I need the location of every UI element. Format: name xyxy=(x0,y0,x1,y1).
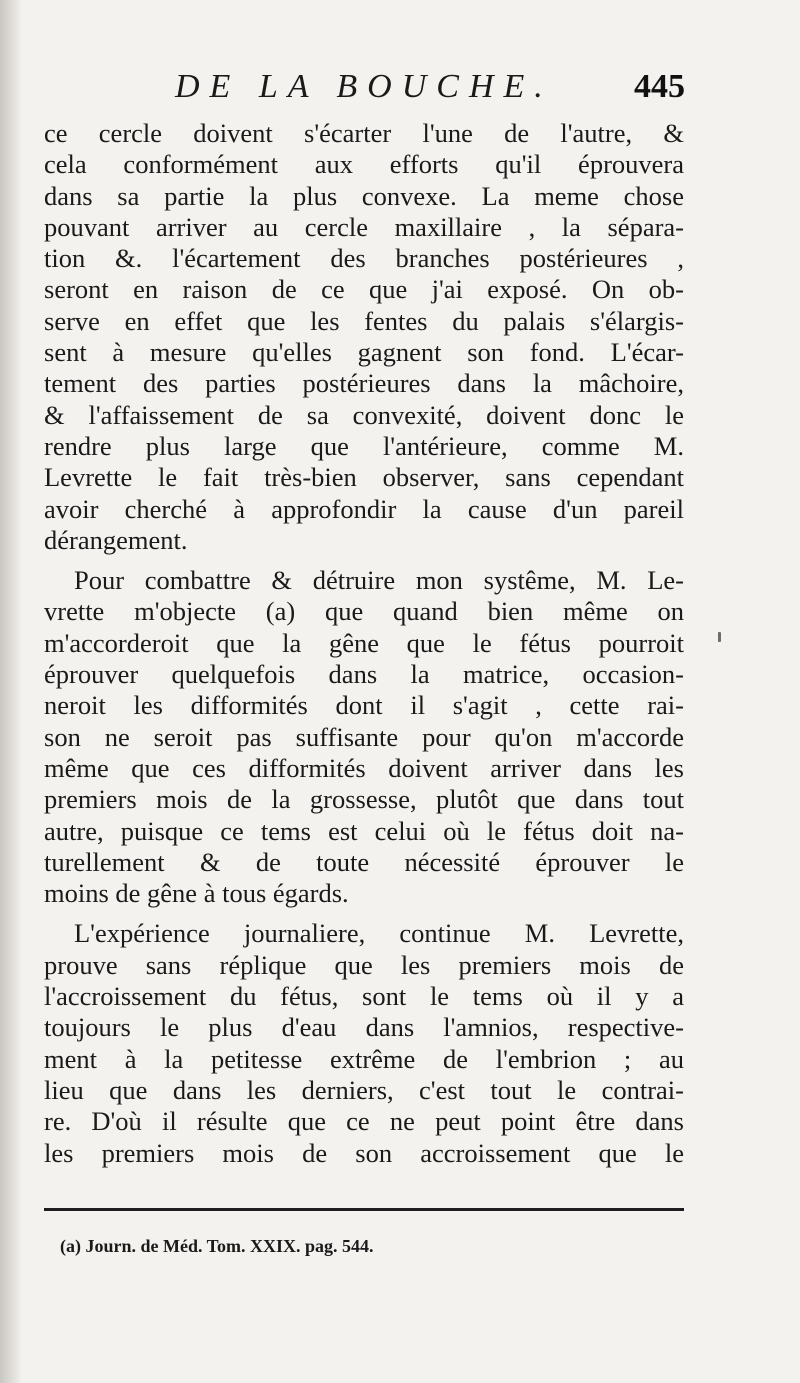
running-title: DE LA BOUCHE. xyxy=(175,68,553,105)
text-line: dans sa partie la plus convexe. La meme chose xyxy=(44,180,684,211)
page-gutter-shadow xyxy=(0,0,22,1383)
text-line: premiers mois de la grossesse, plutôt que dans tout xyxy=(44,784,684,815)
paragraph-1 xyxy=(44,118,684,556)
text-line: même que ces difformités doivent arriver dans les xyxy=(44,752,684,783)
text-line: moins de gêne à tous égards. xyxy=(44,878,349,909)
text-line: prouve sans réplique que les premiers mois de xyxy=(44,949,684,980)
text-line: pouvant arriver au cercle maxillaire , la sépara- xyxy=(44,211,684,242)
text-line: serve en effet que les fentes du palais s'élargis- xyxy=(44,305,684,336)
page-header xyxy=(175,62,685,112)
footnote: (a) Journ. de Méd. Tom. XXIX. pag. 544. xyxy=(60,1236,374,1256)
text-line: tement des parties postérieures dans la mâchoire, xyxy=(44,368,684,399)
text-line: turellement & de toute nécessité éprouver le xyxy=(44,846,684,877)
text-line: m'accorderoit que la gêne que le fétus pourroit xyxy=(44,627,684,658)
text-line: autre, puisque ce tems est celui où le fétus doit na- xyxy=(44,815,684,846)
paragraph-gap xyxy=(44,909,684,918)
paragraph-gap xyxy=(44,556,684,565)
text-line: tion &. l'écartement des branches postérieures , xyxy=(44,243,684,274)
text-line: lieu que dans les derniers, c'est tout le contrai- xyxy=(44,1074,684,1105)
text-line: cela conformément aux efforts qu'il éprouvera xyxy=(44,149,684,180)
text-line: Levrette le fait très-bien observer, sans cependant xyxy=(44,462,684,493)
text-line: éprouver quelquefois dans la matrice, occasion- xyxy=(44,659,684,690)
text-line: dérangement. xyxy=(44,524,188,555)
text-line: re. D'où il résulte que ce ne peut point être dans xyxy=(44,1106,684,1137)
text-line: & l'affaissement de sa convexité, doivent donc le xyxy=(44,399,684,430)
body-text xyxy=(44,118,684,1169)
text-line: seront en raison de ce que j'ai exposé. On ob- xyxy=(44,274,684,305)
text-line: ce cercle doivent s'écarter l'une de l'autre, & xyxy=(44,118,684,148)
text-line: L'expérience journaliere, continue M. Levrette, xyxy=(74,918,684,949)
text-line: vrette m'objecte (a) que quand bien même on xyxy=(44,596,684,627)
text-line: sent à mesure qu'elles gagnent son fond. L'écar- xyxy=(44,337,684,368)
text-line: les premiers mois de son accroissement que le xyxy=(44,1137,684,1168)
footnote-rule xyxy=(44,1208,684,1211)
paragraph-2 xyxy=(44,565,684,909)
text-line: Pour combattre & détruire mon systême, M. Le- xyxy=(74,565,684,596)
text-line: ment à la petitesse extrême de l'embrion ; au xyxy=(44,1043,684,1074)
page-number: 445 xyxy=(634,68,685,105)
text-line: son ne seroit pas suffisante pour qu'on m'accorde xyxy=(44,721,684,752)
text-line: neroit les difformités dont il s'agit , cette rai- xyxy=(44,690,684,721)
text-line: l'accroissement du fétus, sont le tems où il y a xyxy=(44,981,684,1012)
paragraph-3 xyxy=(44,918,684,1168)
text-line: rendre plus large que l'antérieure, comme M. xyxy=(44,430,684,461)
text-line: avoir cherché à approfondir la cause d'un pareil xyxy=(44,493,684,524)
text-line: toujours le plus d'eau dans l'amnios, respective- xyxy=(44,1012,684,1043)
ink-speck xyxy=(718,632,721,642)
